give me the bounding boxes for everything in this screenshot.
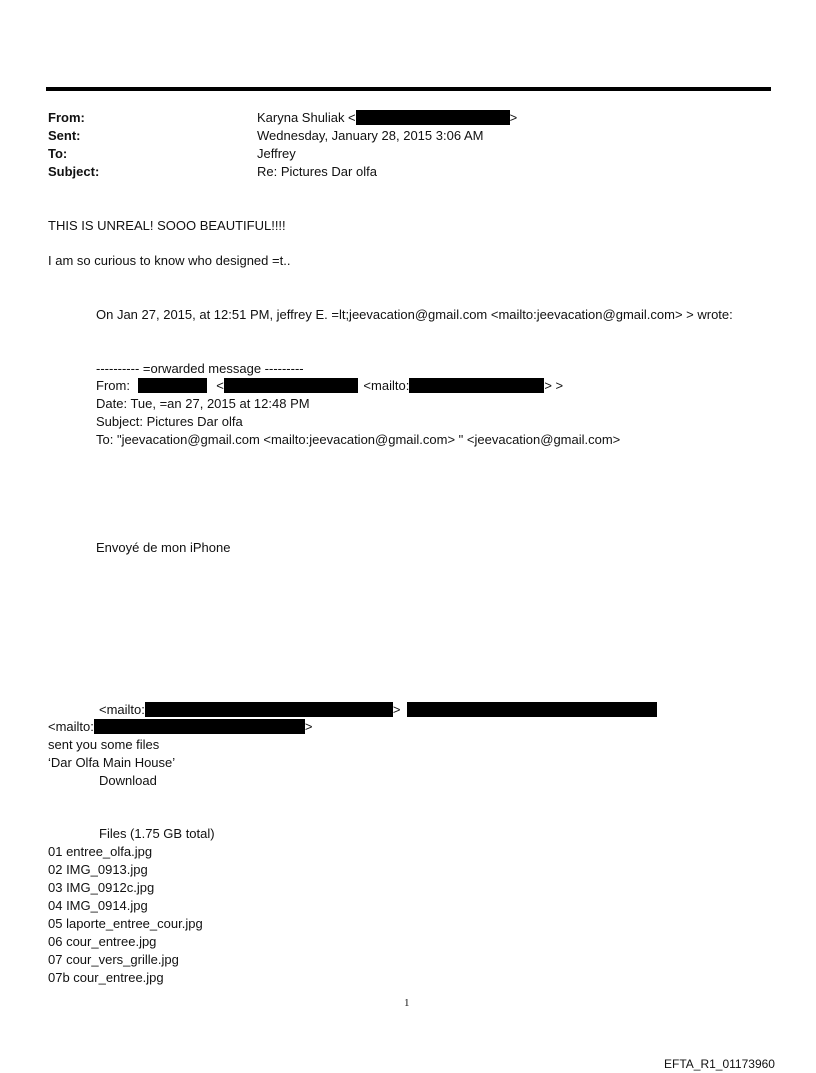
subject-value: Re: Pictures Dar olfa (257, 164, 377, 179)
quote-header: On Jan 27, 2015, at 12:51 PM, jeffrey E. =lt;jeevacation@gmail.com <mailto:jeevacation@gmail.com> > wrote: (96, 307, 733, 322)
forwarded-from (96, 377, 563, 394)
body-line-2: I am so curious to know who designed =t.. (48, 253, 291, 268)
page-number: 1 (404, 997, 410, 1009)
files-total: Files (1.75 GB total) (99, 826, 215, 841)
forwarded-lt: < (216, 378, 224, 393)
redaction-box (407, 702, 657, 717)
from-label: From: (48, 110, 85, 125)
download-link[interactable]: Download (99, 773, 157, 788)
forwarded-date: Date: Tue, =an 27, 2015 at 12:48 PM (96, 396, 310, 411)
header-rule (46, 87, 771, 91)
forwarded-mailto: <mailto: (363, 378, 410, 393)
body-line-1: THIS IS UNREAL! SOOO BEAUTIFUL!!!! (48, 218, 286, 233)
sent-value: Wednesday, January 28, 2015 3:06 AM (257, 128, 484, 143)
from-value (257, 109, 517, 126)
forwarded-from-label: From: (96, 378, 130, 393)
mailto-close: > (304, 719, 313, 734)
from-close: > (509, 110, 518, 125)
file-item: 01 entree_olfa.jpg (48, 844, 153, 859)
files-mailto-line-1 (99, 701, 657, 718)
redaction-box (145, 702, 393, 717)
mailto-prefix: <mailto: (48, 719, 94, 734)
to-value: Jeffrey (257, 146, 296, 161)
redaction-box (409, 378, 544, 393)
file-item: 02 IMG_0913.jpg (48, 862, 148, 877)
sent-files-text: sent you some files (48, 737, 160, 752)
iphone-signature: Envoyé de mon iPhone (96, 540, 231, 555)
forwarded-to: To: "jeevacation@gmail.com <mailto:jeevacation@gmail.com> " <jeevacation@gmail.com> (96, 432, 621, 447)
folder-name: ‘Dar Olfa Main House’ (48, 755, 176, 770)
to-label: To: (48, 146, 68, 161)
from-name: Karyna Shuliak < (257, 110, 356, 125)
files-mailto-line-2 (48, 718, 312, 735)
redaction-box (356, 110, 510, 125)
forwarded-end: > > (544, 378, 564, 393)
redaction-box (138, 378, 207, 393)
file-item: 03 IMG_0912c.jpg (48, 880, 155, 895)
redaction-box (94, 719, 305, 734)
file-item: 07b cour_entree.jpg (48, 970, 164, 985)
forwarded-divider: ---------- =orwarded message --------- (96, 361, 304, 376)
subject-label: Subject: (48, 164, 100, 179)
redaction-box (224, 378, 358, 393)
file-item: 06 cour_entree.jpg (48, 934, 157, 949)
mailto-prefix: <mailto: (99, 702, 145, 717)
mailto-close: > (392, 702, 401, 717)
file-item: 04 IMG_0914.jpg (48, 898, 148, 913)
sent-label: Sent: (48, 128, 81, 143)
file-item: 05 laporte_entree_cour.jpg (48, 916, 203, 931)
forwarded-subject: Subject: Pictures Dar olfa (96, 414, 243, 429)
document-id: EFTA_R1_01173960 (664, 1057, 775, 1071)
file-item: 07 cour_vers_grille.jpg (48, 952, 179, 967)
